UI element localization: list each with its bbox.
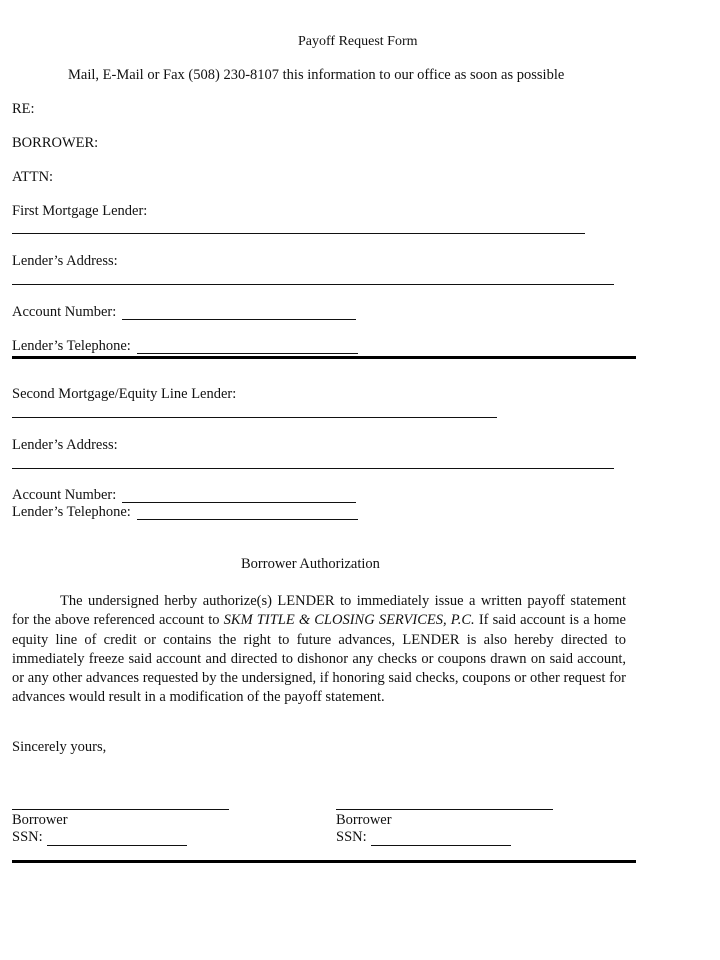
form-title: Payoff Request Form: [298, 34, 418, 49]
first-mortgage-lender-line[interactable]: [12, 233, 585, 234]
second-account-number-line[interactable]: [122, 502, 356, 503]
company-name: SKM TITLE & CLOSING SERVICES, P.C.: [223, 612, 475, 629]
first-lender-address-line[interactable]: [12, 284, 614, 285]
second-lender-telephone-label: Lender’s Telephone:: [12, 504, 131, 520]
second-account-number-label: Account Number:: [12, 487, 117, 503]
borrower-label-2: Borrower: [336, 812, 392, 828]
authorization-heading: Borrower Authorization: [241, 556, 380, 572]
borrower-signature-line-1[interactable]: [12, 809, 229, 810]
ssn-label-1: SSN:: [12, 829, 43, 845]
borrower-signature-line-2[interactable]: [336, 809, 553, 810]
second-mortgage-lender-label: Second Mortgage/Equity Line Lender:: [12, 386, 237, 402]
first-mortgage-lender-label: First Mortgage Lender:: [12, 203, 148, 219]
first-lender-telephone-label: Lender’s Telephone:: [12, 338, 131, 354]
attn-label: ATTN:: [12, 169, 54, 185]
closing-text: Sincerely yours,: [12, 739, 107, 755]
first-account-number-label: Account Number:: [12, 304, 117, 320]
borrower-label-1: Borrower: [12, 812, 68, 828]
first-lender-address-label: Lender’s Address:: [12, 253, 118, 269]
ssn-line-2[interactable]: [371, 845, 511, 846]
re-label: RE:: [12, 101, 35, 117]
first-lender-telephone-line[interactable]: [137, 353, 358, 354]
ssn-line-1[interactable]: [47, 845, 187, 846]
first-account-number-line[interactable]: [122, 319, 356, 320]
authorization-text-after: If said account is a home equity line of credit or contains the right to future advances, LENDER is also hereby directed to immediately freeze said account and directed to dishonor any checks or coupons drawn on said account, or any other advances requested by the undersigned, if honoring said checks, coupons or other request for advances would result in a modification of the payoff statement.: [12, 612, 626, 706]
ssn-label-2: SSN:: [336, 829, 367, 845]
instruction-text: Mail, E-Mail or Fax (508) 230-8107 this information to our office as soon as possible: [68, 67, 565, 83]
second-lender-address-line[interactable]: [12, 468, 614, 469]
second-lender-telephone-line[interactable]: [137, 519, 358, 520]
borrower-label: BORROWER:: [12, 135, 99, 151]
section-divider: [12, 356, 636, 359]
second-mortgage-lender-line[interactable]: [12, 417, 497, 418]
authorization-text-before: The undersigned herby authorize(s) LENDER to immediately issue a written payoff statement for the above referenced account to: [12, 593, 626, 629]
bottom-divider: [12, 860, 636, 863]
authorization-paragraph: [12, 592, 626, 708]
second-lender-address-label: Lender’s Address:: [12, 437, 118, 453]
